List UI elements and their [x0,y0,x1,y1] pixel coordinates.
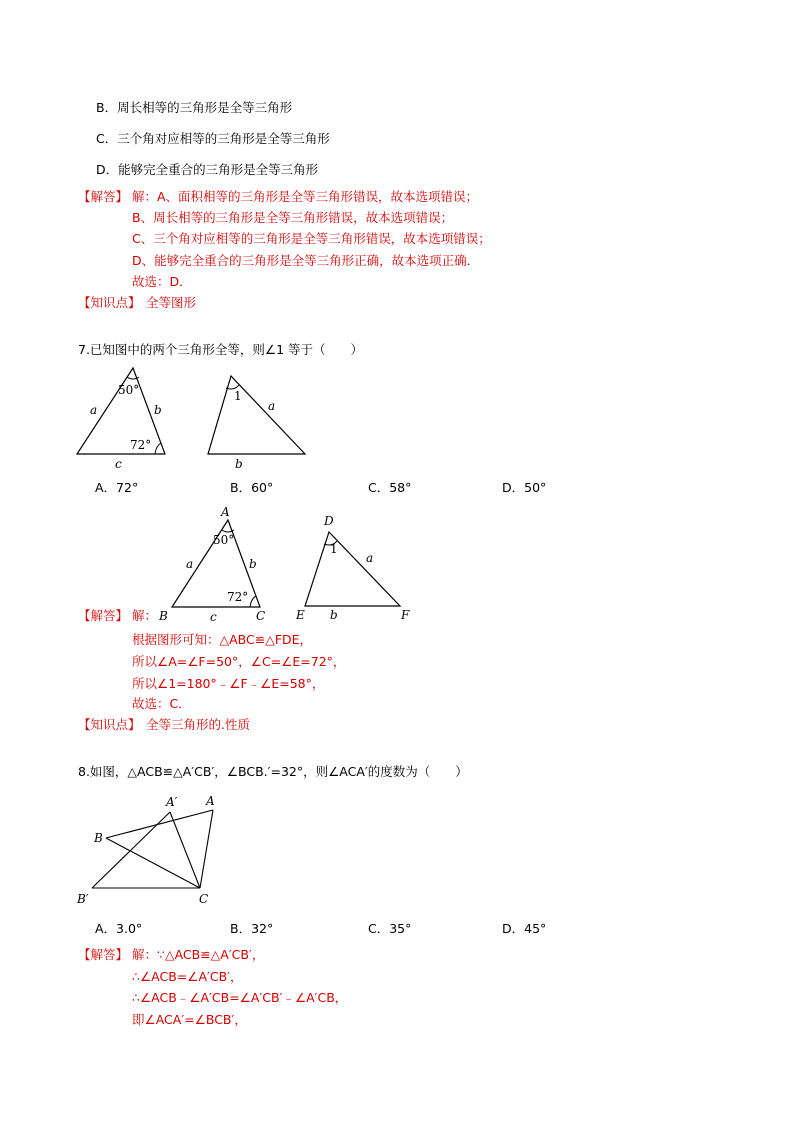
q8-answer-line: 即∠ACA′=∠BCB′， [132,1012,247,1027]
q6-answer-line: C、三个角对应相等的三角形是全等三角形错误，故本选项错误； [132,231,491,246]
q7-triangle-1-figure [70,364,180,474]
q8-figure [72,792,222,910]
q7-answer-line: 所以∠1=180°﹣∠F﹣∠E=58°， [132,676,325,691]
q8-vertex-b-prime: B′ [77,892,89,906]
q8-option-a: A．3.0° [95,921,143,936]
q7-sol-angle-1: 1 [330,542,338,556]
q8-answer-head: 解：∵△ACB≌△A′CB′， [132,947,265,962]
q8-stem: 8.如图，△ACB≌△A′CB′，∠BCB.′=32°，则∠ACA′的度数为（ ） [78,764,468,779]
q7-triangle-2-figure [200,370,315,474]
q8-option-c: C．35° [368,921,412,936]
q7-fig1-side-c: c [115,457,122,471]
q6-answer-line: 解：A、面积相等的三角形是全等三角形错误，故本选项错误； [132,189,479,204]
q7-sol-side-c: c [210,610,217,624]
q8-vertex-c: C [199,892,209,906]
q7-sol-side-a2: a [366,551,374,565]
q7-sol-vertex-f: F [401,608,410,622]
q7-sol-vertex-d: D [324,514,334,528]
q7-sol-vertex-b: B [159,609,168,623]
q7-sol-vertex-e: E [296,608,305,622]
q7-sol-side-b2: b [330,608,338,622]
q7-sol-angle-a: 50° [213,533,235,547]
q8-answer-tag: 【解答】 [78,947,129,962]
q6-answer-line: 故选：D． [132,274,192,289]
q8-vertex-b: B [94,831,103,845]
q6-knowledge-tag: 【知识点】 [78,295,141,310]
q8-option-b: B．32° [230,921,274,936]
q7-solution-triangle-def [292,512,417,628]
q8-answer-line: ∴∠ACB﹣∠A′CB=∠A′CB′﹣∠A′CB， [132,990,348,1005]
q7-answer-head: 解： [132,608,158,623]
q6-option-c: C．三个角对应相等的三角形是全等三角形 [96,131,330,146]
q7-option-a: A．72° [95,480,139,495]
q7-fig1-angle-top: 50° [118,383,140,397]
q6-knowledge-point: 全等图形 [146,295,197,310]
q7-option-d: D．50° [502,480,547,495]
q6-option-b: B．周长相等的三角形是全等三角形 [96,100,293,115]
q8-vertex-a: A [206,794,215,808]
q7-sol-side-b: b [249,557,257,571]
q7-fig1-angle-right: 72° [130,438,152,452]
q7-option-b: B．60° [230,480,274,495]
q8-vertex-a-prime: A′ [166,795,178,809]
q7-fig1-side-a: a [90,403,98,417]
q7-fig2-side-a: a [268,399,276,413]
q7-answer-line: 所以∠A=∠F=50°，∠C=∠E=72°， [132,654,346,669]
q7-option-c: C．58° [368,480,412,495]
q8-option-d: D．45° [502,921,547,936]
q7-answer-tag: 【解答】 [78,608,129,623]
q7-solution-triangle-abc [155,500,275,628]
q7-stem: 7.已知图中的两个三角形全等，则∠1 等于（ ） [78,342,364,357]
q7-knowledge-tag: 【知识点】 [78,717,141,732]
q7-answer-line: 故选：C． [132,696,191,711]
q7-sol-angle-c: 72° [227,590,249,604]
q7-answer-line: 根据图形可知：△ABC≌△FDE， [132,632,313,647]
q7-knowledge-point: 全等三角形的.性质 [146,717,250,732]
q7-fig1-side-b: b [154,403,162,417]
q8-answer-line: ∴∠ACB=∠A′CB′， [132,969,243,984]
q7-sol-vertex-a: A [221,505,230,519]
q6-option-d: D．能够完全重合的三角形是全等三角形 [96,162,319,177]
q7-fig2-angle-1: 1 [234,389,242,403]
q6-answer-tag: 【解答】 [78,189,129,204]
q7-sol-side-a: a [186,557,194,571]
q6-answer-line: D、能够完全重合的三角形是全等三角形正确，故本选项正确． [132,253,480,268]
q7-sol-vertex-c: C [256,609,266,623]
q7-fig2-side-b: b [235,457,243,471]
q6-answer-line: B、周长相等的三角形是全等三角形错误，故本选项错误； [132,210,454,225]
